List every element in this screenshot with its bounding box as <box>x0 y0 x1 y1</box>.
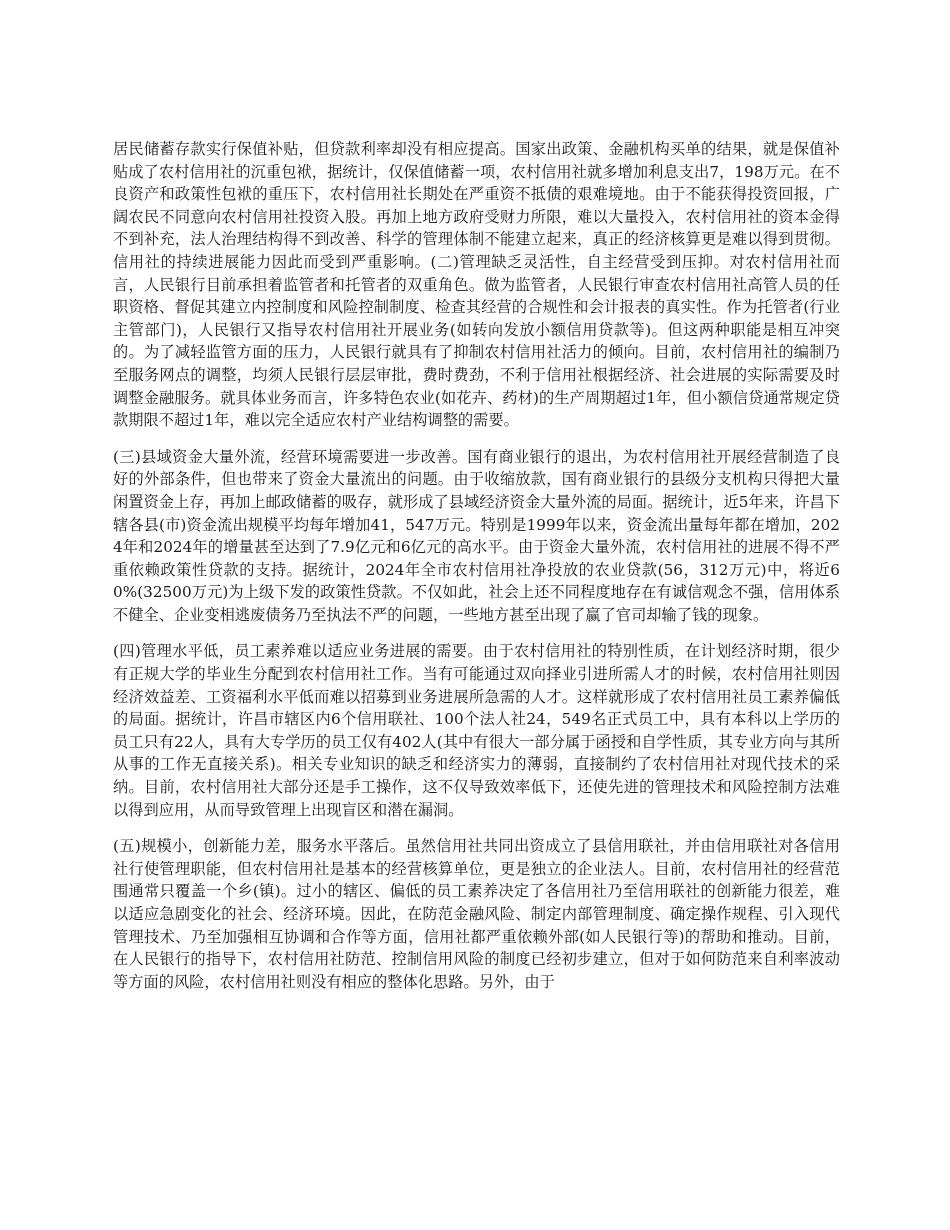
document-body <box>113 138 840 1007</box>
paragraph-4: (五)规模小，创新能力差，服务水平落后。虽然信用社共同出资成立了县信用联社，并由信用联社对各信用社行使管理职能，但农村信用社是基本的经营核算单位，更是独立的企业法人。目前，农村信用社的经营范围通常只覆盖一个乡(镇)。过小的辖区、偏低的员工素养决定了各信用社乃至信用联社的创新能力很差，难以适应急剧变化的社会、经济环境。因此，在防范金融风险、制定内部管理制度、确定操作规程、引入现代管理技术、乃至加强相互协调和合作等方面，信用社都严重依赖外部(如人民银行等)的帮助和推动。目前，在人民银行的指导下，农村信用社防范、控制信用风险的制度已经初步建立，但对于如何防范来自利率波动等方面的风险，农村信用社则没有相应的整体化思路。另外，由于 <box>113 837 840 991</box>
paragraph-3: (四)管理水平低，员工素养难以适应业务进展的需要。由于农村信用社的特别性质，在计划经济时期，很少有正规大学的毕业生分配到农村信用社工作。当有可能通过双向择业引进所需人才的时候，农村信用社则因经济效益差、工资福利水平低而难以招募到业务进展所急需的人才。这样就形成了农村信用社员工素养偏低的局面。据统计，许昌市辖区内6个信用联社、100个法人社24，549名正式员工中，具有本科以上学历的员工只有22人，具有大专学历的员工仅有402人(其中有很大一部分属于函授和自学性质，其专业方向与其所从事的工作无直接关系)。相关专业知识的缺乏和经济实力的薄弱，直接制约了农村信用社对现代技术的采纳。目前，农村信用社大部分还是手工操作，这不仅导致效率低下，还使先进的管理技术和风险控制方法难以得到应用，从而导致管理上出现盲区和潜在漏洞。 <box>113 642 840 819</box>
paragraph-2: (三)县域资金大量外流，经营环境需要进一步改善。国有商业银行的退出，为农村信用社开展经营制造了良好的外部条件，但也带来了资金大量流出的问题。由于收缩放款，国有商业银行的县级分支机构只得把大量闲置资金上存，再加上邮政储蓄的吸存，就形成了县域经济资金大量外流的局面。据统计，近5年来，许昌下辖各县(市)资金流出规模平均每年增加41，547万元。特别是1999年以来，资金流出量每年都在增加，2024年和2024年的增量甚至达到了7.9亿元和6亿元的高水平。由于资金大量外流，农村信用社的进展不得不严重依赖政策性贷款的支持。据统计，2024年全市农村信用社净投放的农业贷款(56，312万元)中，将近60%(32500万元)为上级下发的政策性贷款。不仅如此，社会上还不同程度地存在有诚信观念不强，信用体系不健全、企业变相逃废债务乃至执法不严的问题，一些地方甚至出现了赢了官司却输了钱的现象。 <box>113 447 840 624</box>
paragraph-1: 居民储蓄存款实行保值补贴，但贷款利率却没有相应提高。国家出政策、金融机构买单的结果，就是保值补贴成了农村信用社的沉重包袱，据统计，仅保值储蓄一项，农村信用社就多增加利息支出7，198万元。在不良资产和政策性包袱的重压下，农村信用社长期处在严重资不抵债的艰难境地。由于不能获得投资回报，广阔农民不同意向农村信用社投资入股。再加上地方政府受财力所限，难以大量投入，农村信用社的资本金得不到补充，法人治理结构得不到改善、科学的管理体制不能建立起来，真正的经济核算更是难以得到贯彻。信用社的持续进展能力因此而受到严重影响。(二)管理缺乏灵活性，自主经营受到压抑。对农村信用社而言，人民银行目前承担着监管者和托管者的双重角色。做为监管者，人民银行审查农村信用社高管人员的任职资格、督促其建立内控制度和风险控制制度、检查其经营的合规性和会计报表的真实性。作为托管者(行业主管部门)，人民银行又指导农村信用社开展业务(如转向发放小额信用贷款等)。但这两种职能是相互冲突的。为了减轻监管方面的压力，人民银行就具有了抑制农村信用社活力的倾向。目前，农村信用社的编制乃至服务网点的调整，均须人民银行层层审批，费时费劲，不利于信用社根据经济、社会进展的实际需要及时调整金融服务。就具体业务而言，许多特色农业(如花卉、药材)的生产周期超过1年，但小额信贷通常规定贷款期限不超过1年，难以完全适应农村产业结构调整的需要。 <box>113 140 840 430</box>
